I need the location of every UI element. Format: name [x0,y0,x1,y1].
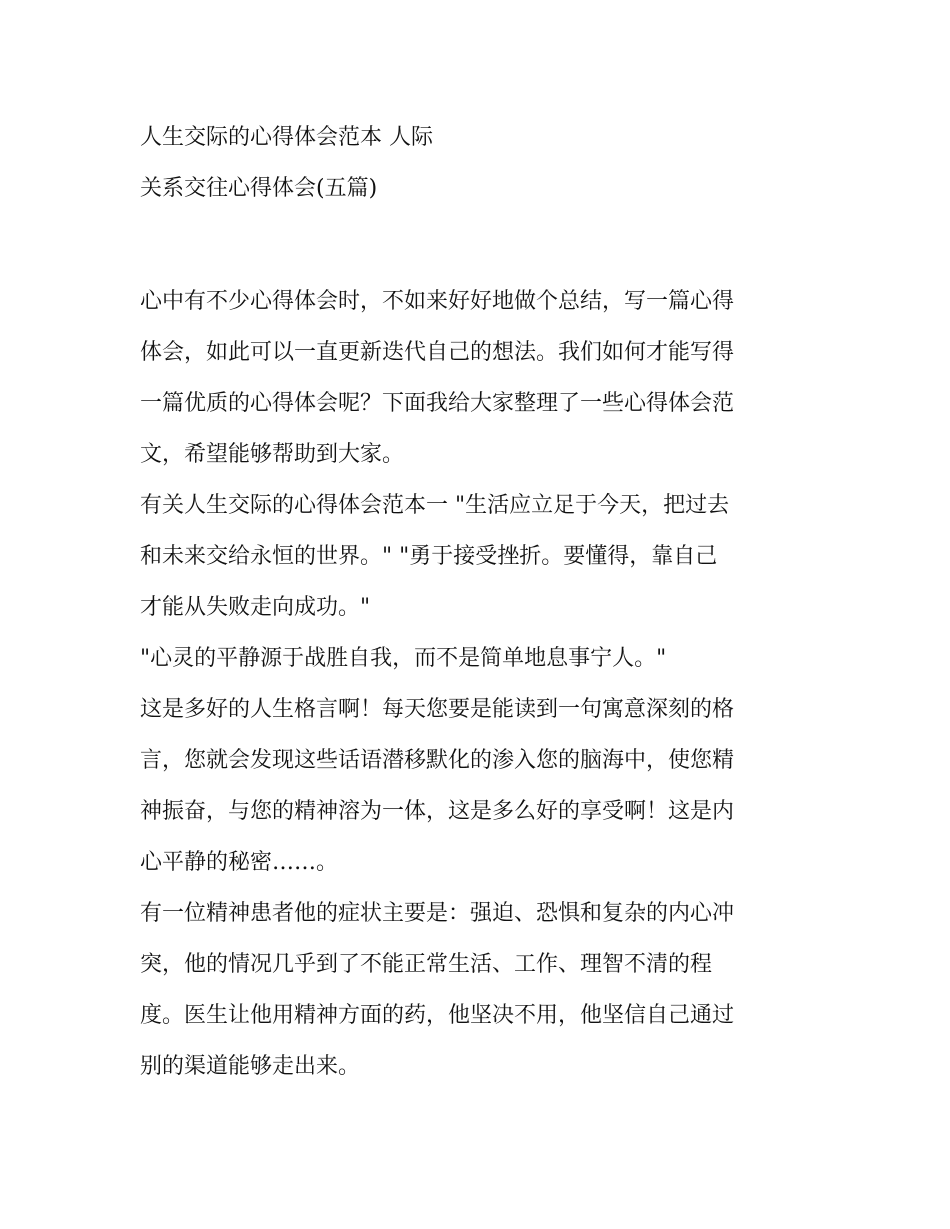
text-line: 体会，如此可以一直更新迭代自己的想法。我们如何才能写得 [140,340,735,365]
title-line: 人生交际的心得体会范本 人际 [140,125,433,150]
text-line: "心灵的平静源于战胜自我，而不是简单地息事宁人。" [140,646,667,671]
text-line: 才能从失败走向成功。" [140,595,371,620]
paragraph-quote [140,633,820,684]
text-line: 一篇优质的心得体会呢？下面我给大家整理了一些心得体会范 [140,391,735,416]
text-line: 突，他的情况几乎到了不能正常生活、工作、理智不清的程 [140,952,713,977]
text-line: 有一位精神患者他的症状主要是：强迫、恐惧和复杂的内心冲 [140,901,735,926]
paragraph-patient [140,888,820,1092]
document-body [140,276,820,1092]
text-line: 心中有不少心得体会时，不如来好好地做个总结，写一篇心得 [140,289,735,314]
paragraph-intro [140,276,820,480]
paragraph-motto [140,684,820,888]
text-line: 度。医生让他用精神方面的药，他坚决不用，他坚信自己通过 [140,1003,735,1028]
paragraph-sample-one [140,480,820,633]
document-title [140,112,820,214]
text-line: 别的渠道能够走出来。 [140,1054,361,1079]
title-line: 关系交往心得体会(五篇) [140,176,378,201]
text-line: 有关人生交际的心得体会范本一 "生活应立足于今天，把过去 [140,493,730,518]
text-line: 和未来交给永恒的世界。" "勇于接受挫折。要懂得，靠自己 [140,544,718,569]
text-line: 心平静的秘密……。 [140,850,339,875]
text-line: 言，您就会发现这些话语潜移默化的渗入您的脑海中，使您精 [140,748,735,773]
text-line: 神振奋，与您的精神溶为一体，这是多么好的享受啊！这是内 [140,799,735,824]
text-line: 这是多好的人生格言啊！每天您要是能读到一句寓意深刻的格 [140,697,735,722]
text-line: 文，希望能够帮助到大家。 [140,442,405,467]
